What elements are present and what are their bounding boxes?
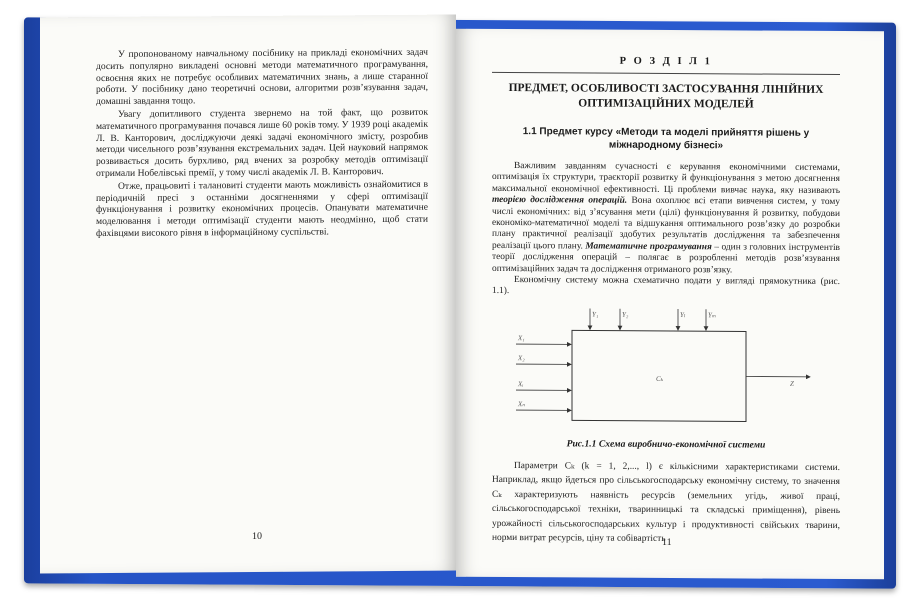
right-paragraph-2: Економічну систему можна схематично подати у вигляді прямокутника (рис. 1.1). xyxy=(492,275,840,297)
left-paragraph-2: Увагу допитливого студента звернемо на той факт, що розвиток математичного програмування почався лише 60 років тому. У 1939 році академік Л. В. Канторович, досліджуючи деякі задачі економічного змісту, розробив методи чисельного розв’язування екстремальних задач. Цей науковий напрямок розвивається досить бурхливо, ряд вчених за розробку методів оптимізації отримали Нобелівські премії, у тому числі академік Л. В. Канторович. xyxy=(96,106,428,180)
right-paragraph-1 xyxy=(492,161,840,277)
right-page-number: 11 xyxy=(662,536,672,549)
chapter-title: ПРЕДМЕТ, ОСОБЛИВОСТІ ЗАСТОСУВАННЯ ЛІНІЙНИХ ОПТИМІЗАЦІЙНИХ МОДЕЛЕЙ xyxy=(508,82,824,111)
output-z: Z xyxy=(790,379,794,388)
input-xi: Xᵢ xyxy=(518,379,524,388)
left-paragraph-1: У пропонованому навчальному посібнику на прикладі економічних задач досить популярно викладені основні методи математичного програмування, освоєння яких не потребує особливих математичних знань, а лише старанної роботи. У посібнику дано теоретичні основи, алгоритми розв’язування задач, домашні завдання тощо. xyxy=(96,46,428,108)
input-xn: Xₙ xyxy=(518,399,526,408)
input-y2: Y₂ xyxy=(622,310,629,319)
input-y1: Y₁ xyxy=(592,310,599,319)
left-page xyxy=(40,15,456,574)
right-page xyxy=(456,29,884,580)
system-diagram xyxy=(492,304,840,436)
input-ym: Yₘ xyxy=(708,311,717,320)
box-label: Cₖ xyxy=(656,374,664,383)
figure-caption: Рис.1.1 Схема виробничо-економічної системи xyxy=(566,438,766,451)
term-math-programming: Математичне програмування xyxy=(585,241,712,253)
input-x2: X₂ xyxy=(518,353,525,362)
para1-text-c: – один з головних інструментів теорії дослідження операцій – полягає в розробленні методів розв’язування оптимізаційних задач та дослідження отриманого розв’язку. xyxy=(492,242,840,276)
section-label: Р О З Д І Л 1 xyxy=(619,55,713,68)
subsection-title: 1.1 Предмет курсу «Методи та моделі прийняття рішень у міжнародному бізнесі» xyxy=(522,126,810,152)
para1-text-b: Вона охоплює всі етапи вивчення систем, у тому числі економічних: від з’ясування мети (цілі) функціонування й розвитку, побудови економіко-математичної моделі та відшукання оптимального розв’язку до розробки плану практичної реалізації здобутих результатів дослідження та забезпечення реалізації цього плану. xyxy=(492,195,840,252)
input-x1: X₁ xyxy=(518,333,525,342)
term-operations-research: теорією дослідження операцій. xyxy=(492,195,628,206)
input-yl: Yₗ xyxy=(680,310,686,319)
left-paragraph-3: Отже, працьовиті і талановиті студенти мають можливість ознайомитися в періодичній пресі з останніми досягненнями у сфері оптимізації функціонування і розвитку економічних процесів. Опанувати математичне моделювання і методи оптимізації студенти мають неодмінно, щоб стати фахівцями високого рівня в інформаційному суспільстві. xyxy=(96,178,428,240)
section-divider xyxy=(492,72,840,75)
left-page-number: 10 xyxy=(252,530,262,542)
para1-text-a: Важливим завданням сучасності є керування економічними системами, оптимізація їх структури, траєкторії розвитку й функціонування з метою досягнення максимальної економічної ефективності. Ці проблеми вивчає наука, яку називають xyxy=(492,161,840,196)
right-paragraph-3: Параметри Cₖ (k = 1, 2,..., l) є кількісними характеристиками системи. Наприклад, якщо йдеться про сільськогосподарську економічну систему, то значення Cₖ характеризують наявність ресурсів (земельних угідь, живої праці, сільськогосподарської техніки, тваринницькі та складські приміщення), рівень урожайності сільськогосподарських культур і продуктивності свійських тварини, норми витрат ресурсів, ціну та собівартість xyxy=(492,460,840,544)
